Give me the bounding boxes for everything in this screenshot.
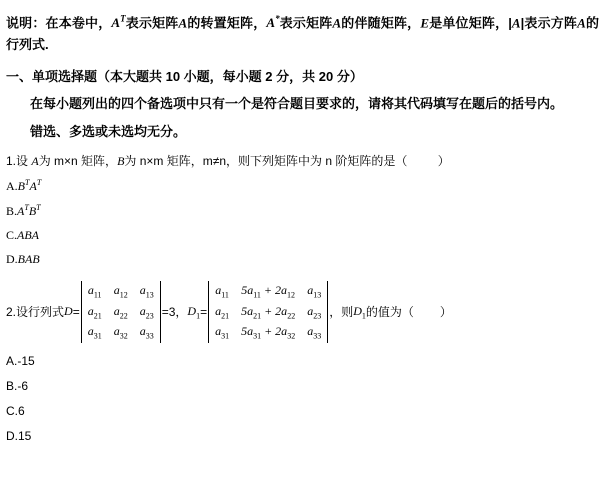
q1-option-c-key: C. <box>6 228 18 243</box>
note-text-4: 的伴随矩阵， <box>341 15 421 31</box>
cell-a13: $a_{13}$ <box>139 283 154 300</box>
q1-var-a: A <box>31 154 39 169</box>
q1-option-d[interactable] <box>0 243 605 267</box>
q2-tail-d1: $D_1$ <box>353 303 366 321</box>
cell-a23: $a_{23}$ <box>139 303 154 321</box>
note-var-a-4: A <box>577 15 586 31</box>
q2-equals: =3， <box>161 305 188 320</box>
exam-note <box>0 0 605 56</box>
q1-answer-blank[interactable] <box>407 154 437 168</box>
cell-b31: $a_{31}$ <box>215 324 230 341</box>
q1-option-a-m1: B <box>17 179 26 194</box>
q1-option-c-m1: ABA <box>17 228 40 243</box>
q1-text-1: 为 m×n 矩阵， <box>38 154 118 169</box>
q2-tail-text: 的值为（ <box>365 305 414 320</box>
table-row <box>209 322 327 342</box>
q1-option-b-sup2: T <box>36 203 41 213</box>
q2-number: 2.设行列式 <box>6 305 65 320</box>
question-2-stem: 2.设行列式 D = $a_{11}$ $a_{12}$ $a_{13}$ $a_{21}$ $a_{22}$ $a_{23}$ $a_{31}$ $a_{32}$ $a_{33}$ =3， $D_1$ = $a_{11}$ $5a_{11} + 2a_{12}$ $a_{13}$ $a_{21}$ $5a_{21} + 2a_{22}$ $a_{23}$ $a_{31}$ $5a_{31} + 2a_{32}$ $a_{33}$ ，则 $D_1$ 的值为（ ） <box>6 283 452 341</box>
det-bar-right <box>160 281 161 342</box>
cell-a31: $a_{31}$ <box>87 324 102 341</box>
q1-option-b-key: B. <box>6 204 18 219</box>
q1-text-3: ） <box>437 154 450 169</box>
cell-b22: $5a_{21} + 2a_{22}$ <box>241 303 296 321</box>
note-text-6: |表示方阵 <box>520 15 578 31</box>
note-prefix: 说明：在本卷中， <box>6 15 112 31</box>
note-var-a-3: A <box>511 15 521 31</box>
q2-option-d[interactable]: D.15 <box>6 428 32 443</box>
q1-option-d-key: D. <box>6 252 18 267</box>
table-row <box>82 281 160 301</box>
q1-number: 1.设 <box>6 154 29 169</box>
note-var-a-2: A <box>332 15 342 31</box>
cell-a11: $a_{11}$ <box>87 283 102 300</box>
cell-a22: $a_{22}$ <box>113 303 128 321</box>
note-text-5: 是单位矩阵，| <box>429 15 512 31</box>
q2-option-a[interactable]: A.-15 <box>6 353 35 368</box>
cell-a12: $a_{12}$ <box>113 283 128 300</box>
q2-determinant-d <box>81 281 161 342</box>
table-row <box>82 322 160 342</box>
cell-b23: $a_{23}$ <box>307 303 322 321</box>
cell-b11: $a_{11}$ <box>215 283 229 300</box>
q2-label-d1: $D_1$ <box>187 303 201 321</box>
section-instruction: 在每小题列出的四个备选项中只有一个是符合题目要求的，请将其代码填写在题后的括号内。 <box>30 96 564 112</box>
q1-option-b-sup1: T <box>24 203 29 213</box>
note-text-7: 的行列式. <box>6 15 599 53</box>
table-row <box>82 302 160 322</box>
q2-tail-close: ） <box>439 305 452 320</box>
cell-a21: $a_{21}$ <box>87 303 102 321</box>
q1-option-b-m2: B <box>28 204 37 219</box>
table-row <box>209 281 327 301</box>
cell-a32: $a_{32}$ <box>113 324 128 341</box>
q2-d1-equals: = <box>200 304 208 319</box>
cell-b32: $5a_{31} + 2a_{32}$ <box>241 324 296 341</box>
q2-option-c[interactable]: C.6 <box>6 403 25 418</box>
q1-option-a-m2: A <box>29 179 37 194</box>
q2-option-b[interactable]: B.-6 <box>6 378 29 393</box>
q1-var-b: B <box>117 154 125 169</box>
q1-option-b-m1: A <box>17 204 25 219</box>
q1-option-c[interactable] <box>0 219 605 243</box>
note-text-1: 表示矩阵 <box>125 15 179 31</box>
q1-option-a[interactable] <box>0 169 605 194</box>
section-instruction-2: 错选、多选或未选均无分。 <box>30 124 187 140</box>
det1-bar-right <box>327 281 328 342</box>
note-var-a-transpose: $A^T$ <box>111 14 126 31</box>
note-text-3: 表示矩阵 <box>279 15 333 31</box>
note-var-a-adjugate: A* <box>266 14 280 31</box>
matrix-d <box>82 281 160 342</box>
table-row <box>209 302 327 322</box>
note-var-a-1: A <box>178 15 188 31</box>
note-var-e: E <box>420 15 430 31</box>
q1-text-2: 为 n×m 矩阵，m≠n，则下列矩阵中为 n 阶矩阵的是（ <box>124 154 408 169</box>
cell-b33: $a_{33}$ <box>307 324 322 341</box>
note-text-2: 的转置矩阵， <box>187 15 267 31</box>
q1-option-b[interactable] <box>0 194 605 219</box>
q1-option-a-sup1: T <box>25 178 30 188</box>
q2-label-d: D <box>64 304 73 319</box>
cell-b21: $a_{21}$ <box>215 303 230 321</box>
q2-tail: ，则 <box>329 305 354 320</box>
q2-answer-blank[interactable] <box>414 305 440 319</box>
q1-option-a-key: A. <box>6 179 18 194</box>
cell-b12: $5a_{11} + 2a_{12}$ <box>241 283 296 300</box>
q1-option-a-sup2: T <box>36 178 42 188</box>
question-1-stem <box>0 140 605 169</box>
cell-b13: $a_{13}$ <box>307 283 322 300</box>
q1-option-d-m1: BAB <box>17 252 40 267</box>
section-title: 一、单项选择题（本大题共 10 小题，每小题 2 分，共 20 分） <box>6 69 363 85</box>
q2-determinant-d1 <box>208 281 328 342</box>
cell-a33: $a_{33}$ <box>139 324 154 341</box>
matrix-d1 <box>209 281 327 342</box>
